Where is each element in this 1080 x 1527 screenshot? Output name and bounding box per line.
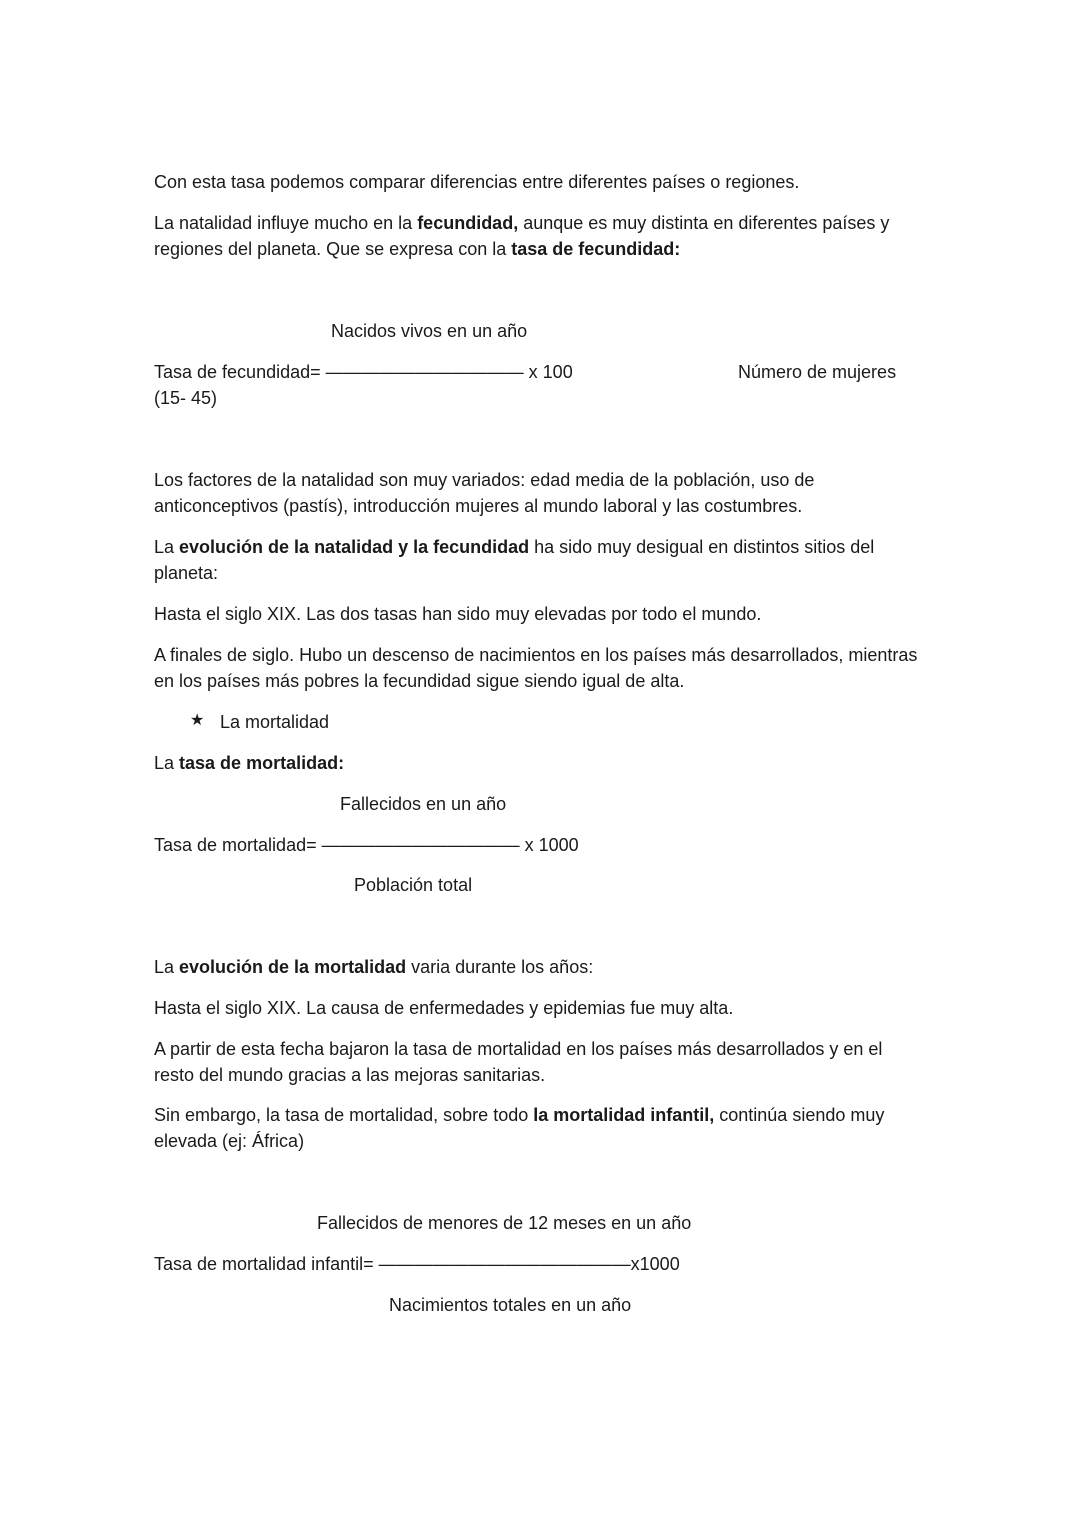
- fraction-bar: ———————————: [321, 835, 520, 855]
- fraction-bar: ———————————: [325, 362, 524, 382]
- paragraph-siglo-xix-mortalidad: Hasta el siglo XIX. La causa de enfermedades y epidemias fue muy alta.: [154, 998, 734, 1018]
- paragraph-factores: Los factores de la natalidad son muy variados: edad media de la población, uso de anticonceptivos (pastís), introducción mujeres al mundo laboral y las costumbres.: [154, 470, 815, 516]
- paragraph-evolucion-natalidad: La evolución de la natalidad y la fecundidad ha sido muy desigual en distintos sitios del planeta:: [154, 537, 875, 583]
- paragraph-tasa-mortalidad-heading: La tasa de mortalidad:: [154, 753, 345, 773]
- formula-fecundidad-numerator: Nacidos vivos en un año: [331, 321, 528, 341]
- formula-infantil-label: Tasa de mortalidad infantil= ——————————————x1000: [154, 1254, 680, 1274]
- bullet-mortalidad-label: La mortalidad: [220, 712, 330, 732]
- formula-mortalidad-numerator: Fallecidos en un año: [340, 794, 507, 814]
- formula-fecundidad-range: (15- 45): [154, 388, 218, 408]
- paragraph-finales-siglo: A finales de siglo. Hubo un descenso de nacimientos en los países más desarrollados, mientras en los países más pobres la fecundidad sigue siendo igual de alta.: [154, 645, 918, 691]
- formula-infantil-denominator: Nacimientos totales en un año: [389, 1295, 632, 1315]
- paragraph-siglo-xix-natalidad: Hasta el siglo XIX. Las dos tasas han sido muy elevadas por todo el mundo.: [154, 604, 762, 624]
- paragraph-a-partir: A partir de esta fecha bajaron la tasa de mortalidad en los países más desarrollados y en el resto del mundo gracias a las mejoras sanitarias.: [154, 1039, 883, 1085]
- formula-mortalidad-label: Tasa de mortalidad= ——————————— x 1000: [154, 835, 579, 855]
- formula-mortalidad-denominator: Población total: [354, 875, 473, 895]
- formula-fecundidad-denominator: Número de mujeres: [738, 362, 897, 382]
- star-icon: ★: [190, 712, 205, 729]
- paragraph-evolucion-mortalidad: La evolución de la mortalidad varia durante los años:: [154, 957, 594, 977]
- paragraph-sin-embargo: Sin embargo, la tasa de mortalidad, sobre todo la mortalidad infantil, continúa siendo muy elevada (ej: África): [154, 1105, 885, 1151]
- formula-infantil-numerator: Fallecidos de menores de 12 meses en un año: [317, 1213, 692, 1233]
- fraction-bar: ——————————————: [378, 1254, 631, 1274]
- paragraph-comparar: Con esta tasa podemos comparar diferencias entre diferentes países o regiones.: [154, 172, 800, 192]
- paragraph-natalidad-fecundidad: La natalidad influye mucho en la fecundidad, aunque es muy distinta en diferentes países y regiones del planeta. Que se expresa con la tasa de fecundidad:: [154, 213, 890, 259]
- formula-fecundidad-label: Tasa de fecundidad= ——————————— x 100: [154, 362, 573, 382]
